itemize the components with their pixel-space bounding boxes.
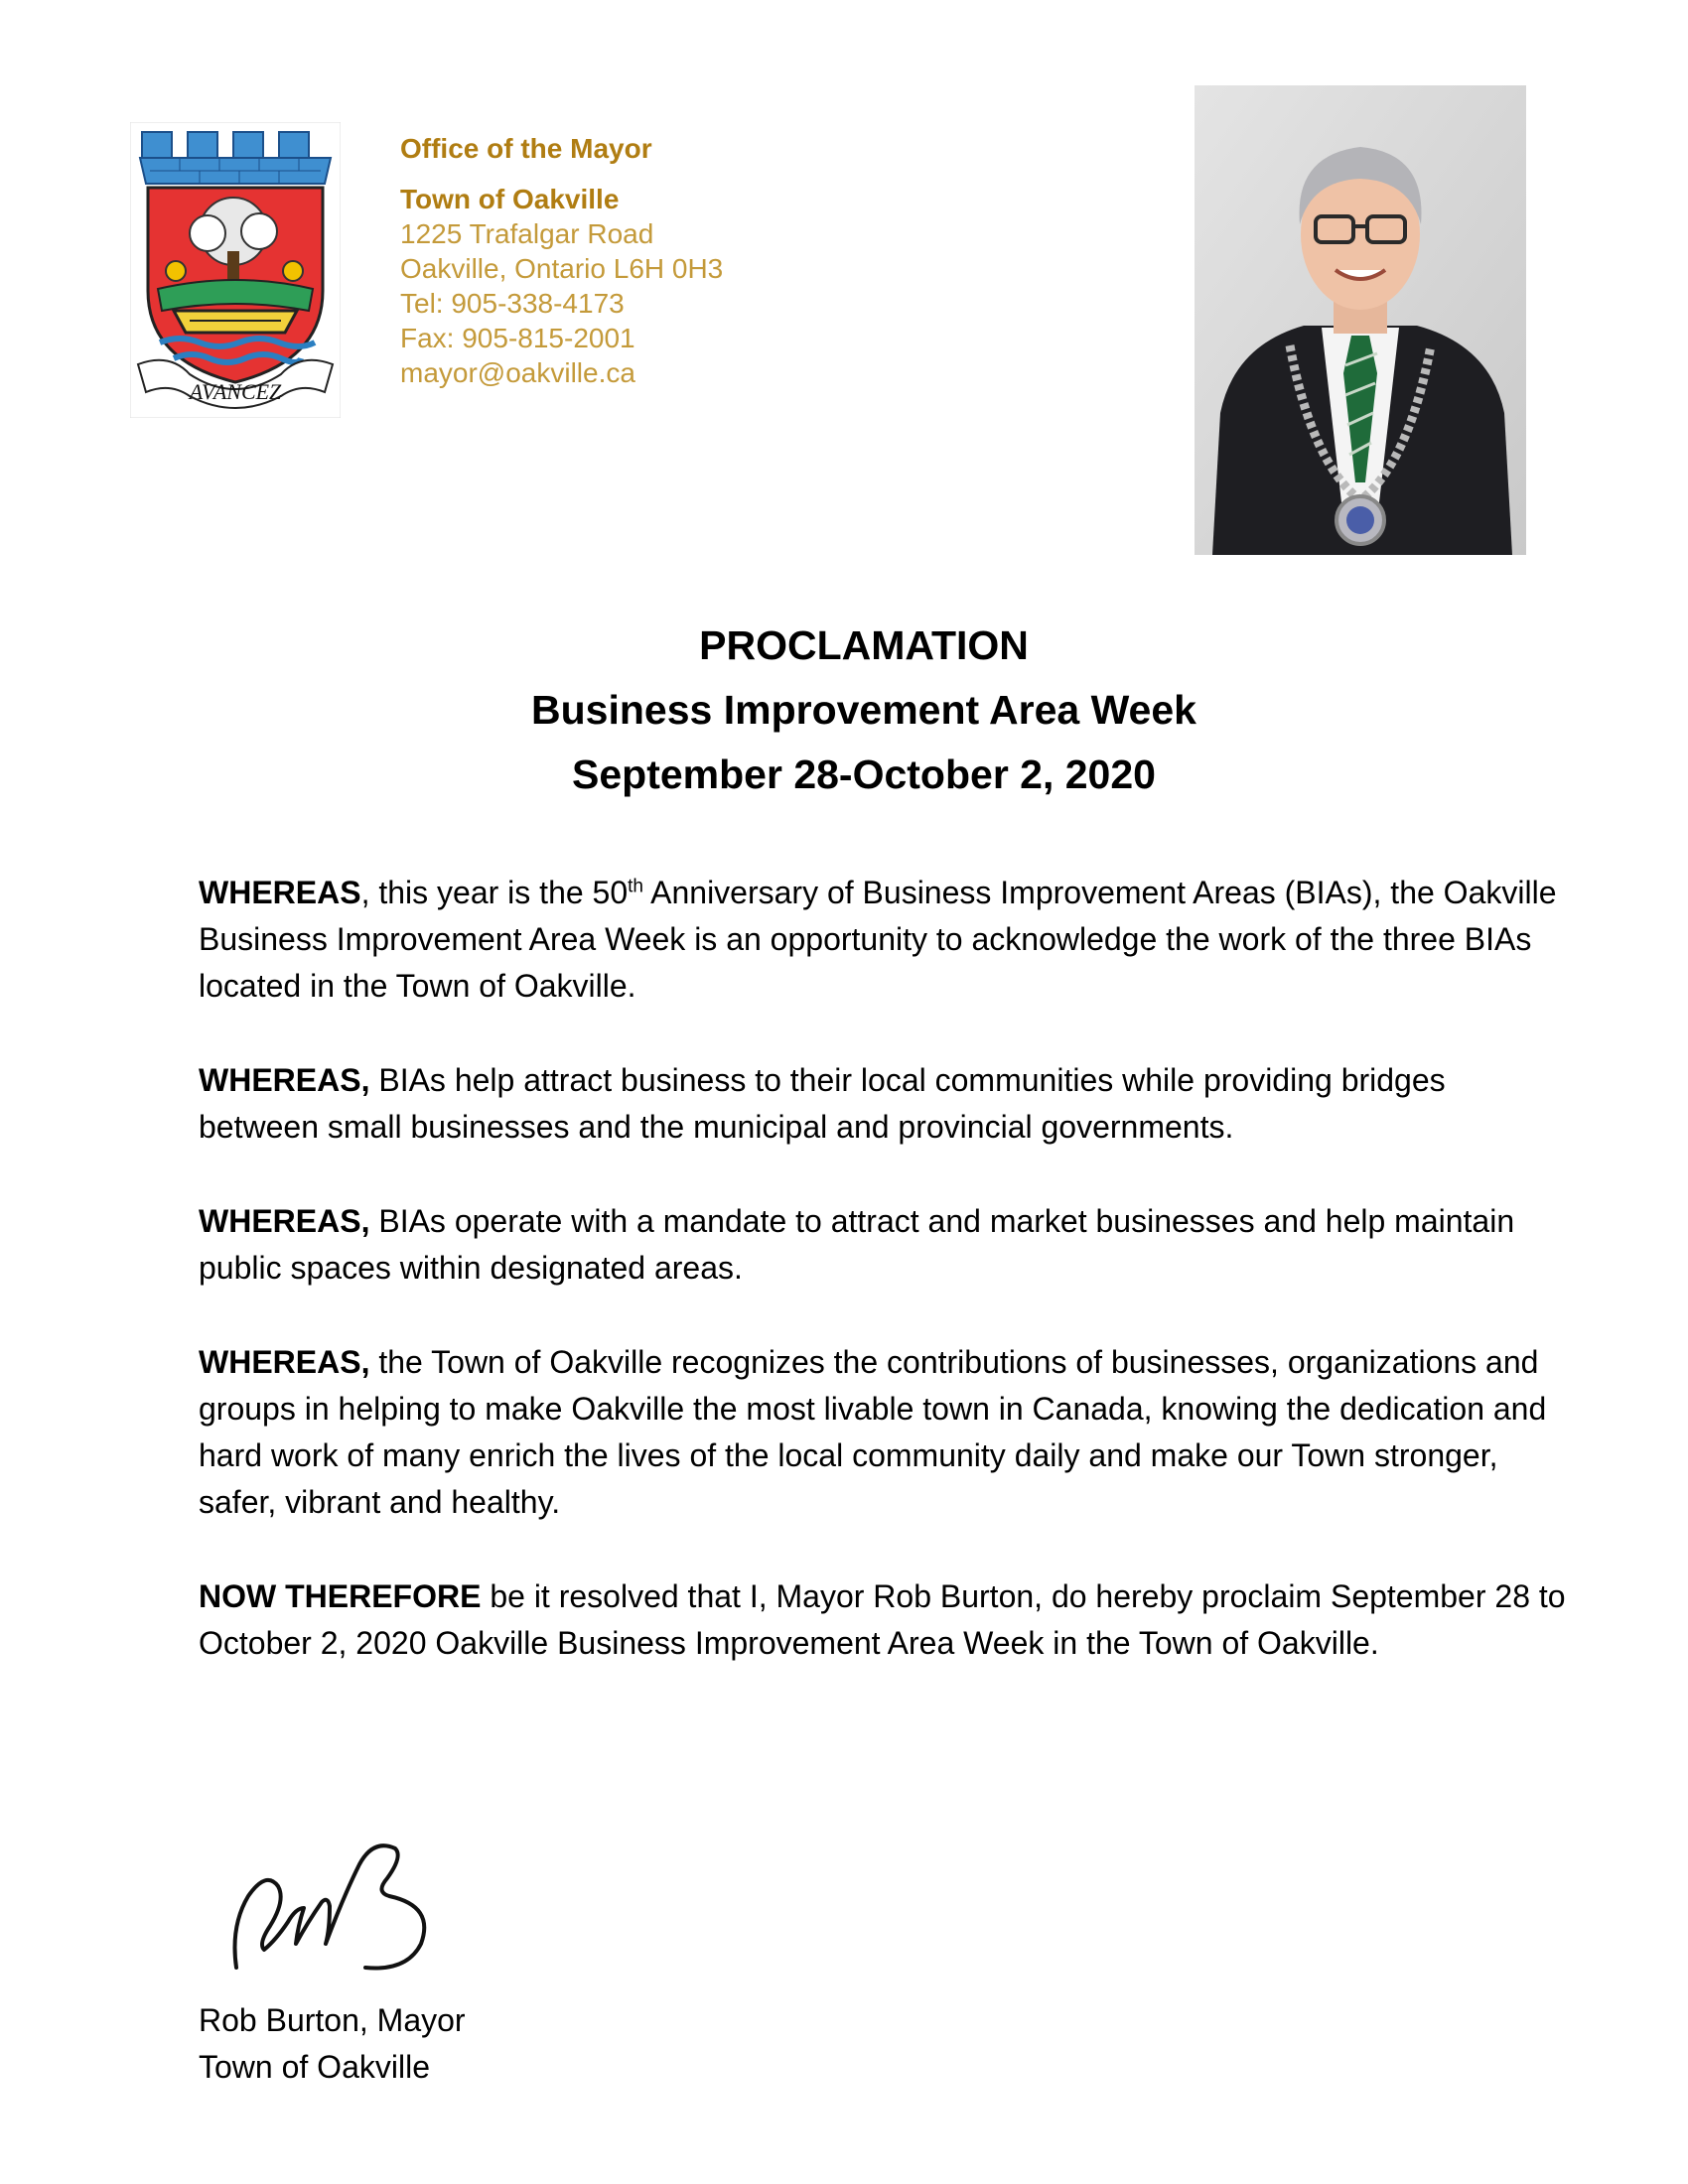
whereas-paragraph-1 xyxy=(199,870,1569,1010)
paragraph-lead: WHEREAS xyxy=(199,875,361,910)
office-title: Office of the Mayor xyxy=(400,133,652,164)
proclamation-title-block xyxy=(149,614,1579,807)
paragraph-lead: WHEREAS, xyxy=(199,1203,370,1239)
mayor-portrait-icon xyxy=(1195,85,1526,555)
telephone: Tel: 905-338-4173 xyxy=(400,288,625,319)
street-address: 1225 Trafalgar Road xyxy=(400,218,654,249)
signer-name: Rob Burton, Mayor xyxy=(199,2002,466,2038)
paragraph-text: Anniversary of Business Improvement Areas (BIAs), the Oakville Business Improvement Area Week is an opportunity to acknowledge the work of the three BIAs located in the Town of Oakville. xyxy=(199,875,1557,1004)
paragraph-lead: NOW THEREFORE xyxy=(199,1578,482,1614)
whereas-paragraph-4 xyxy=(199,1339,1569,1526)
paragraph-text: the Town of Oakville recognizes the contributions of businesses, organizations and groups in helping to make Oakville the most livable town in Canada, knowing the dedication and hard work of many enrich the lives of the local community daily and make our Town stronger, safer, vibrant and healthy. xyxy=(199,1344,1547,1520)
ordinal-suffix: th xyxy=(628,876,643,897)
handwritten-signature-icon xyxy=(226,1827,455,1985)
proclamation-heading: PROCLAMATION xyxy=(699,622,1029,668)
whereas-paragraph-2 xyxy=(199,1057,1569,1151)
event-name: Business Improvement Area Week xyxy=(531,687,1196,733)
now-therefore-paragraph xyxy=(199,1573,1569,1667)
city-address: Oakville, Ontario L6H 0H3 xyxy=(400,253,724,284)
signer-block xyxy=(199,1997,794,2091)
paragraph-text: BIAs operate with a mandate to attract and market businesses and help maintain public spaces within designated areas. xyxy=(199,1203,1515,1286)
signer-town: Town of Oakville xyxy=(199,2049,430,2085)
svg-text:AVANCEZ: AVANCEZ xyxy=(189,379,282,404)
paragraph-text: , this year is the 50 xyxy=(360,875,629,910)
paragraph-text: be it resolved that I, Mayor Rob Burton, do hereby proclaim September 28 to October 2, 2020 Oakville Business Improvement Area Week in the Town of Oakville. xyxy=(199,1578,1566,1661)
paragraph-lead: WHEREAS, xyxy=(199,1062,370,1098)
whereas-paragraph-3 xyxy=(199,1198,1569,1292)
town-name: Town of Oakville xyxy=(400,184,620,214)
event-dates: September 28-October 2, 2020 xyxy=(572,751,1156,797)
fax: Fax: 905-815-2001 xyxy=(400,323,635,353)
paragraph-lead: WHEREAS, xyxy=(199,1344,370,1380)
email-address: mayor@oakville.ca xyxy=(400,357,635,388)
town-crest-icon xyxy=(130,122,341,418)
paragraph-text: BIAs help attract business to their local communities while providing bridges between small businesses and the municipal and provincial governments. xyxy=(199,1062,1446,1145)
letterhead xyxy=(400,131,877,390)
proclamation-body xyxy=(199,870,1569,1714)
